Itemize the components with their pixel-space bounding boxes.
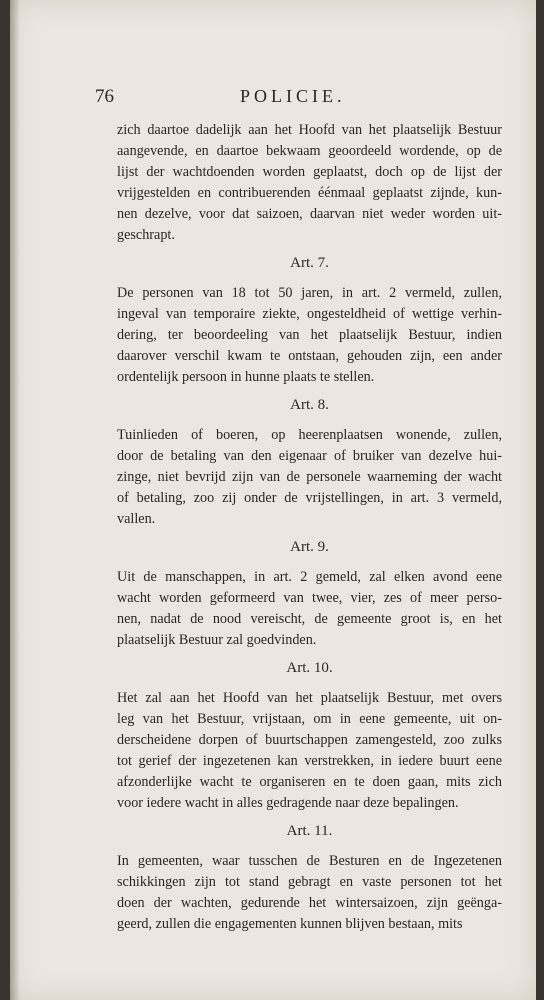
text-line: derscheidene dorpen of buurtschappen zamengesteld, zoo zulks	[117, 732, 502, 748]
text-line: vrijgestelden en contribuerenden éénmaal geplaatst zijnde, kun-	[117, 185, 502, 201]
text-line: vallen.	[117, 511, 156, 527]
text-line: nen dezelve, voor dat saizoen, daarvan niet weder worden uit-	[117, 206, 502, 222]
text-line: Tuinlieden of boeren, op heerenplaatsen wonende, zullen,	[117, 427, 502, 443]
page-body-text	[117, 120, 502, 935]
text-line: In gemeenten, waar tusschen de Besturen en de Ingezetenen	[117, 853, 502, 869]
paragraph	[117, 688, 502, 814]
text-line: geerd, zullen die engagementen kunnen blijven bestaan, mits	[117, 916, 463, 932]
paragraph	[117, 120, 502, 246]
text-line: nen, nadat de nood vereischt, de gemeente groot is, en het	[117, 611, 502, 627]
text-line: of betaling, zoo zij onder de vrijstellingen, in art. 3 vermeld,	[117, 490, 502, 506]
text-line: ingeval van temporaire ziekte, ongesteldheid of wettige verhin-	[117, 306, 502, 322]
text-line: plaatselijk Bestuur zal goedvinden.	[117, 632, 317, 648]
article-heading: Art. 10.	[286, 660, 333, 676]
text-line: zich daartoe dadelijk aan het Hoofd van het plaatselijk Bestuur	[117, 122, 502, 138]
running-title: POLICIE.	[240, 86, 346, 106]
text-line: lijst der wachtdoenden worden geplaatst, doch op de lijst der	[117, 164, 502, 180]
text-line: door de betaling van den eigenaar of bruiker van dezelve hui-	[117, 448, 502, 464]
article-heading: Art. 7.	[290, 255, 329, 271]
paragraph	[117, 851, 502, 935]
text-line: Het zal aan het Hoofd van het plaatselijk Bestuur, met overs	[117, 690, 502, 706]
text-line: voor iedere wacht in alles gedragende naar deze bepalingen.	[117, 795, 459, 811]
text-line: leg van het Bestuur, vrijstaan, om in eene gemeente, uit on-	[117, 711, 502, 727]
page-number: 76	[95, 86, 114, 107]
text-line: wacht worden geformeerd van twee, vier, zes of meer perso-	[117, 590, 502, 606]
page-spine-shadow	[10, 0, 20, 1000]
text-line: dering, ter beoordeeling van het plaatselijk Bestuur, indien	[117, 327, 502, 343]
text-line: De personen van 18 tot 50 jaren, in art. 2 vermeld, zullen,	[117, 285, 502, 301]
paragraph	[117, 283, 502, 388]
paragraph	[117, 425, 502, 530]
text-line: afzonderlijke wacht te organiseren en te doen gaan, mits zich	[117, 774, 502, 790]
text-line: doen der wachten, gedurende het wintersaizoen, zijn geënga-	[117, 895, 502, 911]
text-line: Uit de manschappen, in art. 2 gemeld, zal elken avond eene	[117, 569, 502, 585]
text-line: ordentelijk persoon in hunne plaats te stellen.	[117, 369, 375, 385]
article-heading: Art. 9.	[290, 539, 329, 555]
article-heading: Art. 11.	[286, 823, 333, 839]
text-line: zinge, niet bevrijd zijn van de personele waarneming der wacht	[117, 469, 502, 485]
text-line: geschrapt.	[117, 227, 175, 243]
text-line: aangevende, en daartoe bekwaam geoordeeld wordende, op de	[117, 143, 502, 159]
page-header	[95, 84, 515, 114]
text-line: tot gerief der ingezetenen kan verstrekken, in iedere buurt eene	[117, 753, 502, 769]
article-heading: Art. 8.	[290, 397, 329, 413]
text-line: daarover verschil kwam te ontstaan, gehouden zijn, een ander	[117, 348, 502, 364]
text-line: schikkingen zijn tot stand gebragt en vaste personen tot het	[117, 874, 502, 890]
paragraph	[117, 567, 502, 651]
